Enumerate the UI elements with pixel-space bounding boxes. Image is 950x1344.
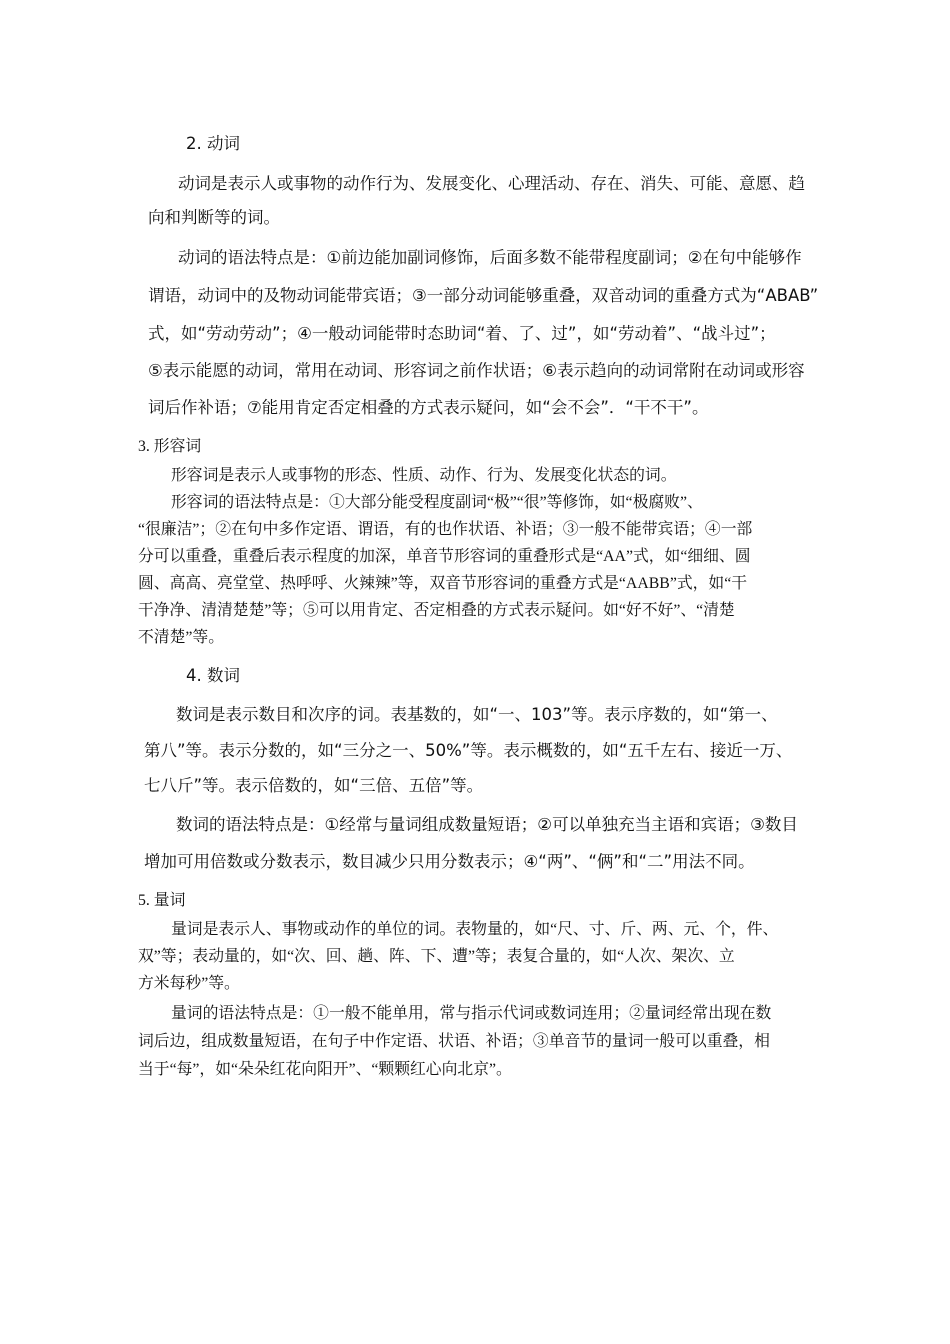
paragraph-line: 增加可用倍数或分数表示，数目减少只用分数表示；④“两”、“俩”和“二”用法不同。 bbox=[144, 852, 755, 871]
paragraph-line: 方米每秒”等。 bbox=[138, 975, 240, 992]
paragraph-line: 数词是表示数目和次序的词。表基数的，如“一、103”等。表示序数的，如“第一、 bbox=[176, 705, 778, 724]
paragraph-line: 不清楚”等。 bbox=[138, 629, 224, 646]
paragraph-line: 数词的语法特点是：①经常与量词组成数量短语；②可以单独充当主语和宾语；③数目 bbox=[176, 815, 798, 834]
paragraph-line: 词后作补语；⑦能用肯定否定相叠的方式表示疑问，如“会不会”．“干不干”。 bbox=[148, 398, 709, 417]
paragraph-line: 干净净、清清楚楚”等；⑤可以用肯定、否定相叠的方式表示疑问。如“好不好”、“清楚 bbox=[138, 602, 735, 619]
section-heading-numeral: 4. 数词 bbox=[186, 666, 240, 685]
paragraph-line: 动词的语法特点是：①前边能加副词修饰，后面多数不能带程度副词；②在句中能够作 bbox=[178, 248, 802, 267]
paragraph-line: 量词的语法特点是：①一般不能单用，常与指示代词或数词连用；②量词经常出现在数 bbox=[171, 1005, 772, 1022]
paragraph-line: 向和判断等的词。 bbox=[148, 208, 280, 227]
paragraph-line: 量词是表示人、事物或动作的单位的词。表物量的，如“尺、寸、斤、两、元、个，件、 bbox=[171, 921, 779, 938]
paragraph-line: ⑤表示能愿的动词，常用在动词、形容词之前作状语；⑥表示趋向的动词常附在动词或形容 bbox=[148, 361, 805, 380]
section-heading-classifier: 5. 量词 bbox=[138, 892, 186, 909]
paragraph-line: 当于“每”，如“朵朵红花向阳开”、“颗颗红心向北京”。 bbox=[138, 1061, 512, 1078]
paragraph-line: 圆、高高、亮堂堂、热呼呼、火辣辣”等，双音节形容词的重叠方式是“AABB”式，如“干 bbox=[138, 575, 748, 592]
paragraph-line: 双”等；表动量的，如“次、回、趟、阵、下、遭”等；表复合量的，如“人次、架次、立 bbox=[138, 948, 735, 965]
paragraph-line: 七八斤”等。表示倍数的，如“三倍、五倍”等。 bbox=[144, 776, 484, 795]
section-heading-verb: 2. 动词 bbox=[186, 134, 240, 153]
paragraph-line: 谓语，动词中的及物动词能带宾语；③一部分动词能够重叠，双音动词的重叠方式为“ABAB” bbox=[148, 286, 819, 305]
paragraph-line: “很廉洁”；②在句中多作定语、谓语，有的也作状语、补语；③一般不能带宾语；④一部 bbox=[138, 521, 753, 538]
section-heading-adjective: 3. 形容词 bbox=[138, 438, 202, 455]
paragraph-line: 分可以重叠，重叠后表示程度的加深，单音节形容词的重叠形式是“AA”式，如“细细、圆 bbox=[138, 548, 751, 565]
paragraph-line: 式，如“劳动劳动”；④一般动词能带时态助词“着、了、过”，如“劳动着”、“战斗过”； bbox=[148, 324, 776, 343]
paragraph-line: 形容词的语法特点是：①大部分能受程度副词“极”“很”等修饰，如“极腐败”、 bbox=[171, 494, 703, 511]
paragraph-line: 第八”等。表示分数的，如“三分之一、50%”等。表示概数的，如“五千左右、接近一万、 bbox=[144, 741, 793, 760]
paragraph-line: 词后边，组成数量短语，在句子中作定语、状语、补语；③单音节的量词一般可以重叠，相 bbox=[138, 1033, 770, 1050]
paragraph-line: 形容词是表示人或事物的形态、性质、动作、行为、发展变化状态的词。 bbox=[171, 467, 677, 484]
paragraph-line: 动词是表示人或事物的动作行为、发展变化、心理活动、存在、消失、可能、意愿、趋 bbox=[178, 174, 805, 193]
